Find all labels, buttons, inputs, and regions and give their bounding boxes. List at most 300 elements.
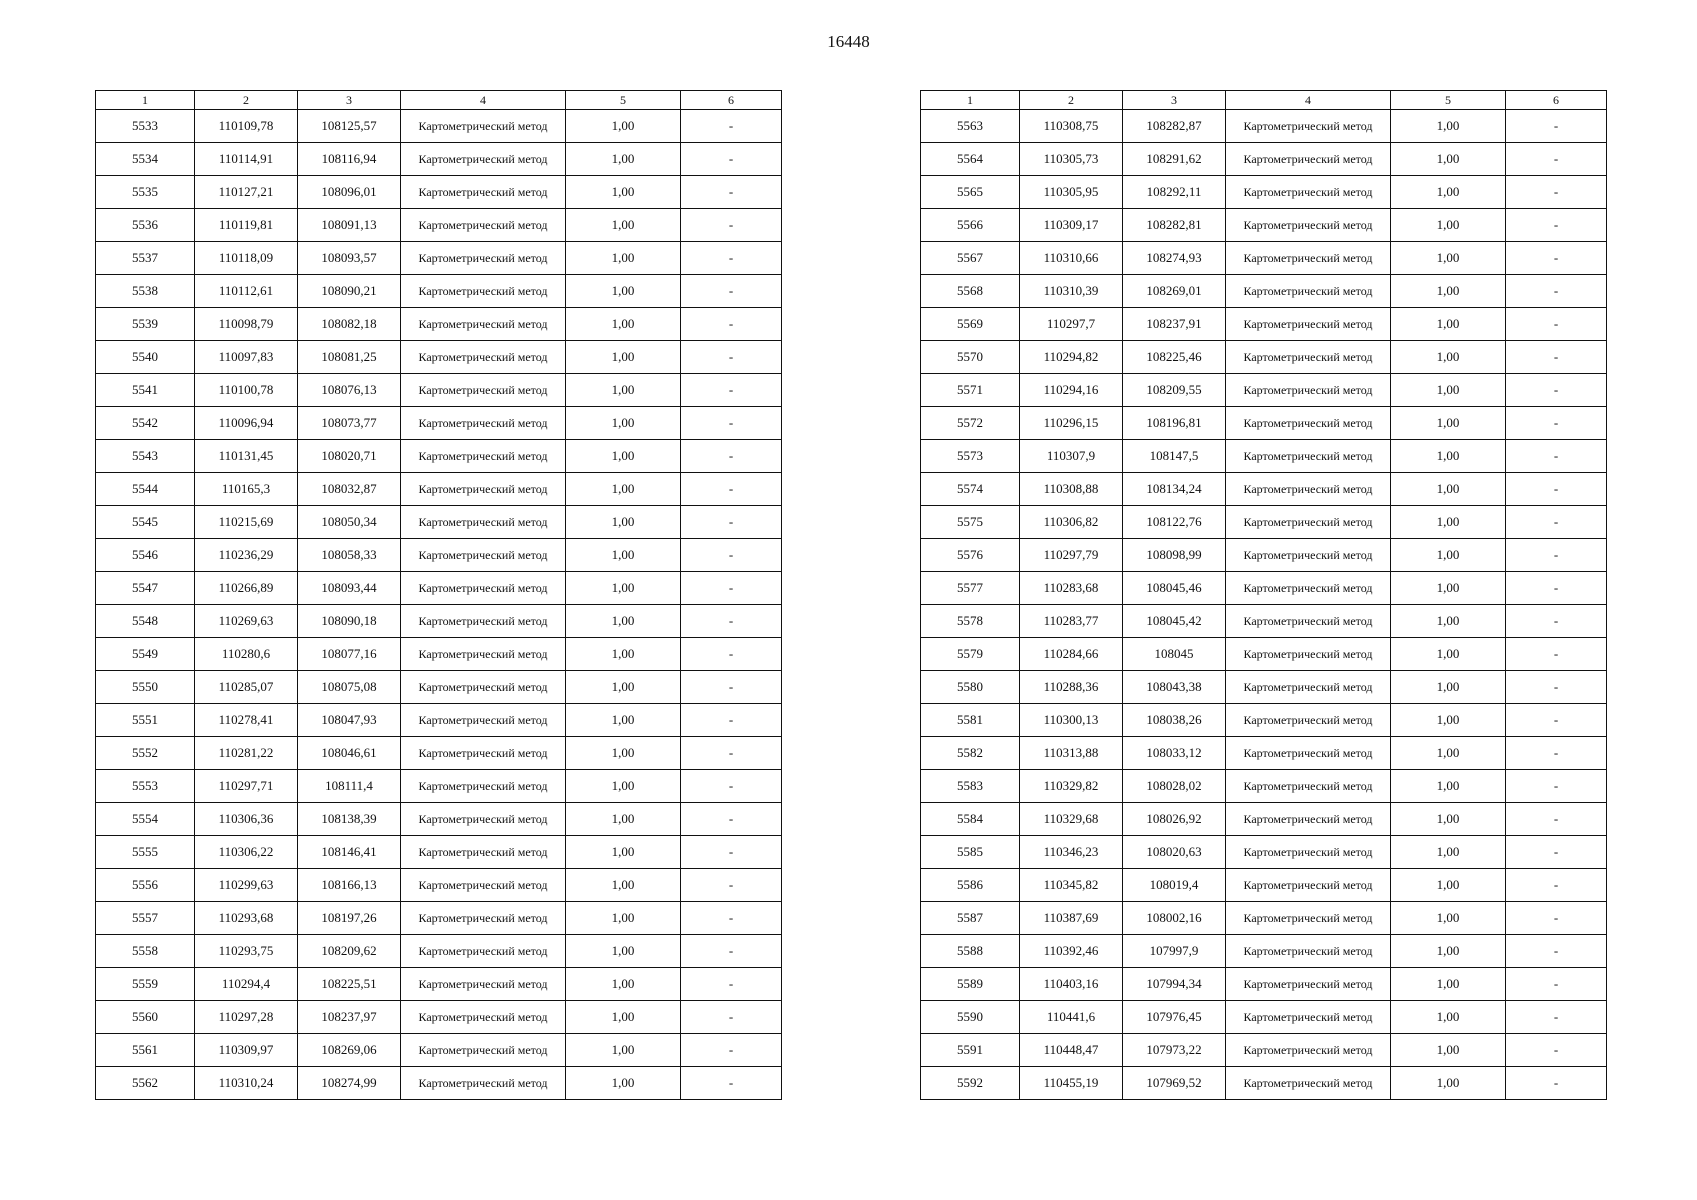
x-coordinate-cell: 110455,19 xyxy=(1020,1067,1123,1100)
point-number-cell: 5545 xyxy=(96,506,195,539)
table-row xyxy=(96,176,782,209)
accuracy-cell: 1,00 xyxy=(1391,110,1506,143)
y-coordinate-cell: 108209,62 xyxy=(298,935,401,968)
table-row xyxy=(96,671,782,704)
point-number-cell: 5583 xyxy=(921,770,1020,803)
method-cell: Картометрический метод xyxy=(1226,110,1391,143)
point-number-cell: 5566 xyxy=(921,209,1020,242)
note-cell: - xyxy=(681,176,782,209)
note-cell: - xyxy=(1506,1034,1607,1067)
accuracy-cell: 1,00 xyxy=(1391,539,1506,572)
accuracy-cell: 1,00 xyxy=(1391,407,1506,440)
note-cell: - xyxy=(681,143,782,176)
table-row xyxy=(921,473,1607,506)
note-cell: - xyxy=(1506,737,1607,770)
table-row xyxy=(921,638,1607,671)
y-coordinate-cell: 108269,01 xyxy=(1123,275,1226,308)
x-coordinate-cell: 110165,3 xyxy=(195,473,298,506)
method-cell: Картометрический метод xyxy=(401,176,566,209)
y-coordinate-cell: 108116,94 xyxy=(298,143,401,176)
y-coordinate-cell: 108090,18 xyxy=(298,605,401,638)
method-cell: Картометрический метод xyxy=(401,704,566,737)
point-number-cell: 5584 xyxy=(921,803,1020,836)
point-number-cell: 5555 xyxy=(96,836,195,869)
accuracy-cell: 1,00 xyxy=(1391,572,1506,605)
note-cell: - xyxy=(1506,671,1607,704)
note-cell: - xyxy=(681,1067,782,1100)
table-row xyxy=(921,440,1607,473)
method-cell: Картометрический метод xyxy=(401,110,566,143)
table-row xyxy=(96,1001,782,1034)
x-coordinate-cell: 110294,16 xyxy=(1020,374,1123,407)
method-cell: Картометрический метод xyxy=(1226,1001,1391,1034)
note-cell: - xyxy=(1506,506,1607,539)
method-cell: Картометрический метод xyxy=(401,374,566,407)
note-cell: - xyxy=(681,869,782,902)
y-coordinate-cell: 108091,13 xyxy=(298,209,401,242)
note-cell: - xyxy=(681,374,782,407)
note-cell: - xyxy=(1506,473,1607,506)
note-cell: - xyxy=(681,275,782,308)
x-coordinate-cell: 110309,17 xyxy=(1020,209,1123,242)
method-cell: Картометрический метод xyxy=(1226,770,1391,803)
accuracy-cell: 1,00 xyxy=(566,605,681,638)
y-coordinate-cell: 108209,55 xyxy=(1123,374,1226,407)
method-cell: Картометрический метод xyxy=(401,275,566,308)
table-row xyxy=(96,803,782,836)
x-coordinate-cell: 110100,78 xyxy=(195,374,298,407)
y-coordinate-cell: 108274,99 xyxy=(298,1067,401,1100)
y-coordinate-cell: 108046,61 xyxy=(298,737,401,770)
note-cell: - xyxy=(1506,968,1607,1001)
x-coordinate-cell: 110297,71 xyxy=(195,770,298,803)
y-coordinate-cell: 108081,25 xyxy=(298,341,401,374)
note-cell: - xyxy=(681,1034,782,1067)
column-header: 4 xyxy=(401,91,566,110)
y-coordinate-cell: 108134,24 xyxy=(1123,473,1226,506)
point-number-cell: 5573 xyxy=(921,440,1020,473)
note-cell: - xyxy=(1506,440,1607,473)
y-coordinate-cell: 108147,5 xyxy=(1123,440,1226,473)
method-cell: Картометрический метод xyxy=(1226,1067,1391,1100)
y-coordinate-cell: 108026,92 xyxy=(1123,803,1226,836)
x-coordinate-cell: 110280,6 xyxy=(195,638,298,671)
x-coordinate-cell: 110309,97 xyxy=(195,1034,298,1067)
note-cell: - xyxy=(1506,572,1607,605)
accuracy-cell: 1,00 xyxy=(566,968,681,1001)
method-cell: Картометрический метод xyxy=(1226,704,1391,737)
method-cell: Картометрический метод xyxy=(401,572,566,605)
y-coordinate-cell: 107994,34 xyxy=(1123,968,1226,1001)
table-row xyxy=(921,572,1607,605)
table-row xyxy=(921,242,1607,275)
y-coordinate-cell: 108075,08 xyxy=(298,671,401,704)
x-coordinate-cell: 110310,39 xyxy=(1020,275,1123,308)
point-number-cell: 5567 xyxy=(921,242,1020,275)
y-coordinate-cell: 107973,22 xyxy=(1123,1034,1226,1067)
table-row xyxy=(96,341,782,374)
x-coordinate-cell: 110308,75 xyxy=(1020,110,1123,143)
accuracy-cell: 1,00 xyxy=(1391,506,1506,539)
point-number-cell: 5548 xyxy=(96,605,195,638)
table-row xyxy=(921,176,1607,209)
accuracy-cell: 1,00 xyxy=(1391,209,1506,242)
y-coordinate-cell: 108043,38 xyxy=(1123,671,1226,704)
point-number-cell: 5542 xyxy=(96,407,195,440)
method-cell: Картометрический метод xyxy=(401,770,566,803)
y-coordinate-cell: 108002,16 xyxy=(1123,902,1226,935)
accuracy-cell: 1,00 xyxy=(1391,836,1506,869)
y-coordinate-cell: 108058,33 xyxy=(298,539,401,572)
column-header: 1 xyxy=(921,91,1020,110)
point-number-cell: 5537 xyxy=(96,242,195,275)
point-number-cell: 5560 xyxy=(96,1001,195,1034)
x-coordinate-cell: 110387,69 xyxy=(1020,902,1123,935)
column-header: 2 xyxy=(195,91,298,110)
point-number-cell: 5574 xyxy=(921,473,1020,506)
y-coordinate-cell: 108166,13 xyxy=(298,869,401,902)
column-header: 5 xyxy=(566,91,681,110)
note-cell: - xyxy=(681,638,782,671)
x-coordinate-cell: 110297,7 xyxy=(1020,308,1123,341)
table-row xyxy=(96,242,782,275)
x-coordinate-cell: 110310,66 xyxy=(1020,242,1123,275)
y-coordinate-cell: 107997,9 xyxy=(1123,935,1226,968)
point-number-cell: 5544 xyxy=(96,473,195,506)
x-coordinate-cell: 110297,79 xyxy=(1020,539,1123,572)
note-cell: - xyxy=(1506,869,1607,902)
accuracy-cell: 1,00 xyxy=(566,836,681,869)
x-coordinate-cell: 110294,4 xyxy=(195,968,298,1001)
x-coordinate-cell: 110306,36 xyxy=(195,803,298,836)
method-cell: Картометрический метод xyxy=(1226,176,1391,209)
method-cell: Картометрический метод xyxy=(1226,275,1391,308)
table-row xyxy=(921,737,1607,770)
accuracy-cell: 1,00 xyxy=(1391,341,1506,374)
table-row xyxy=(96,836,782,869)
method-cell: Картометрический метод xyxy=(401,803,566,836)
accuracy-cell: 1,00 xyxy=(566,737,681,770)
x-coordinate-cell: 110308,88 xyxy=(1020,473,1123,506)
note-cell: - xyxy=(681,407,782,440)
column-header: 3 xyxy=(1123,91,1226,110)
method-cell: Картометрический метод xyxy=(401,407,566,440)
note-cell: - xyxy=(1506,275,1607,308)
point-number-cell: 5552 xyxy=(96,737,195,770)
table-row xyxy=(96,935,782,968)
x-coordinate-cell: 110215,69 xyxy=(195,506,298,539)
accuracy-cell: 1,00 xyxy=(566,572,681,605)
accuracy-cell: 1,00 xyxy=(566,143,681,176)
x-coordinate-cell: 110441,6 xyxy=(1020,1001,1123,1034)
method-cell: Картометрический метод xyxy=(1226,572,1391,605)
column-header: 3 xyxy=(298,91,401,110)
point-number-cell: 5559 xyxy=(96,968,195,1001)
method-cell: Картометрический метод xyxy=(1226,341,1391,374)
point-number-cell: 5591 xyxy=(921,1034,1020,1067)
note-cell: - xyxy=(1506,704,1607,737)
point-number-cell: 5585 xyxy=(921,836,1020,869)
x-coordinate-cell: 110296,15 xyxy=(1020,407,1123,440)
y-coordinate-cell: 108045,42 xyxy=(1123,605,1226,638)
accuracy-cell: 1,00 xyxy=(1391,638,1506,671)
table-row xyxy=(921,605,1607,638)
note-cell: - xyxy=(1506,1067,1607,1100)
point-number-cell: 5540 xyxy=(96,341,195,374)
x-coordinate-cell: 110297,28 xyxy=(195,1001,298,1034)
method-cell: Картометрический метод xyxy=(1226,308,1391,341)
method-cell: Картометрический метод xyxy=(1226,902,1391,935)
point-number-cell: 5564 xyxy=(921,143,1020,176)
x-coordinate-cell: 110119,81 xyxy=(195,209,298,242)
accuracy-cell: 1,00 xyxy=(1391,671,1506,704)
note-cell: - xyxy=(1506,803,1607,836)
point-number-cell: 5535 xyxy=(96,176,195,209)
table-row xyxy=(96,506,782,539)
point-number-cell: 5557 xyxy=(96,902,195,935)
accuracy-cell: 1,00 xyxy=(566,110,681,143)
method-cell: Картометрический метод xyxy=(401,1001,566,1034)
table-row xyxy=(96,110,782,143)
table-row xyxy=(921,1034,1607,1067)
point-number-cell: 5556 xyxy=(96,869,195,902)
table-row xyxy=(96,473,782,506)
point-number-cell: 5551 xyxy=(96,704,195,737)
y-coordinate-cell: 108098,99 xyxy=(1123,539,1226,572)
table-row xyxy=(96,308,782,341)
y-coordinate-cell: 108197,26 xyxy=(298,902,401,935)
y-coordinate-cell: 108019,4 xyxy=(1123,869,1226,902)
note-cell: - xyxy=(1506,407,1607,440)
y-coordinate-cell: 108082,18 xyxy=(298,308,401,341)
column-header: 5 xyxy=(1391,91,1506,110)
method-cell: Картометрический метод xyxy=(1226,1034,1391,1067)
x-coordinate-cell: 110098,79 xyxy=(195,308,298,341)
column-header: 4 xyxy=(1226,91,1391,110)
method-cell: Картометрический метод xyxy=(1226,836,1391,869)
table-row xyxy=(96,143,782,176)
y-coordinate-cell: 107976,45 xyxy=(1123,1001,1226,1034)
x-coordinate-cell: 110299,63 xyxy=(195,869,298,902)
point-number-cell: 5563 xyxy=(921,110,1020,143)
accuracy-cell: 1,00 xyxy=(566,902,681,935)
method-cell: Картометрический метод xyxy=(1226,440,1391,473)
x-coordinate-cell: 110284,66 xyxy=(1020,638,1123,671)
point-number-cell: 5575 xyxy=(921,506,1020,539)
x-coordinate-cell: 110448,47 xyxy=(1020,1034,1123,1067)
x-coordinate-cell: 110236,29 xyxy=(195,539,298,572)
accuracy-cell: 1,00 xyxy=(566,1067,681,1100)
table-row xyxy=(921,671,1607,704)
table-row xyxy=(921,704,1607,737)
y-coordinate-cell: 108020,71 xyxy=(298,440,401,473)
note-cell: - xyxy=(681,704,782,737)
accuracy-cell: 1,00 xyxy=(566,1001,681,1034)
x-coordinate-cell: 110112,61 xyxy=(195,275,298,308)
x-coordinate-cell: 110288,36 xyxy=(1020,671,1123,704)
accuracy-cell: 1,00 xyxy=(1391,374,1506,407)
table-row xyxy=(96,770,782,803)
y-coordinate-cell: 108291,62 xyxy=(1123,143,1226,176)
table-row xyxy=(921,803,1607,836)
method-cell: Картометрический метод xyxy=(1226,638,1391,671)
point-number-cell: 5569 xyxy=(921,308,1020,341)
x-coordinate-cell: 110346,23 xyxy=(1020,836,1123,869)
accuracy-cell: 1,00 xyxy=(566,308,681,341)
accuracy-cell: 1,00 xyxy=(1391,803,1506,836)
table-header-row xyxy=(96,91,782,110)
accuracy-cell: 1,00 xyxy=(566,341,681,374)
x-coordinate-cell: 110097,83 xyxy=(195,341,298,374)
y-coordinate-cell: 108032,87 xyxy=(298,473,401,506)
method-cell: Картометрический метод xyxy=(1226,539,1391,572)
y-coordinate-cell: 108050,34 xyxy=(298,506,401,539)
accuracy-cell: 1,00 xyxy=(1391,242,1506,275)
table-row xyxy=(921,374,1607,407)
table-header-row xyxy=(921,91,1607,110)
method-cell: Картометрический метод xyxy=(401,836,566,869)
note-cell: - xyxy=(1506,209,1607,242)
method-cell: Картометрический метод xyxy=(1226,242,1391,275)
column-header: 2 xyxy=(1020,91,1123,110)
note-cell: - xyxy=(681,836,782,869)
y-coordinate-cell: 108045 xyxy=(1123,638,1226,671)
accuracy-cell: 1,00 xyxy=(566,506,681,539)
note-cell: - xyxy=(681,737,782,770)
point-number-cell: 5576 xyxy=(921,539,1020,572)
accuracy-cell: 1,00 xyxy=(1391,968,1506,1001)
accuracy-cell: 1,00 xyxy=(566,671,681,704)
accuracy-cell: 1,00 xyxy=(1391,1067,1506,1100)
method-cell: Картометрический метод xyxy=(401,869,566,902)
table-row xyxy=(921,275,1607,308)
accuracy-cell: 1,00 xyxy=(1391,143,1506,176)
coordinates-table-right xyxy=(920,90,1607,1100)
y-coordinate-cell: 108093,57 xyxy=(298,242,401,275)
x-coordinate-cell: 110293,75 xyxy=(195,935,298,968)
note-cell: - xyxy=(1506,176,1607,209)
accuracy-cell: 1,00 xyxy=(1391,902,1506,935)
method-cell: Картометрический метод xyxy=(1226,473,1391,506)
note-cell: - xyxy=(681,242,782,275)
point-number-cell: 5578 xyxy=(921,605,1020,638)
x-coordinate-cell: 110127,21 xyxy=(195,176,298,209)
table-row xyxy=(96,1067,782,1100)
point-number-cell: 5582 xyxy=(921,737,1020,770)
table-row xyxy=(921,935,1607,968)
accuracy-cell: 1,00 xyxy=(1391,308,1506,341)
note-cell: - xyxy=(1506,242,1607,275)
y-coordinate-cell: 108077,16 xyxy=(298,638,401,671)
note-cell: - xyxy=(1506,836,1607,869)
method-cell: Картометрический метод xyxy=(401,539,566,572)
point-number-cell: 5549 xyxy=(96,638,195,671)
y-coordinate-cell: 108038,26 xyxy=(1123,704,1226,737)
y-coordinate-cell: 108093,44 xyxy=(298,572,401,605)
note-cell: - xyxy=(681,1001,782,1034)
y-coordinate-cell: 108225,46 xyxy=(1123,341,1226,374)
accuracy-cell: 1,00 xyxy=(1391,704,1506,737)
table-row xyxy=(921,143,1607,176)
y-coordinate-cell: 108237,91 xyxy=(1123,308,1226,341)
y-coordinate-cell: 108225,51 xyxy=(298,968,401,1001)
accuracy-cell: 1,00 xyxy=(566,275,681,308)
table-row xyxy=(921,869,1607,902)
x-coordinate-cell: 110285,07 xyxy=(195,671,298,704)
method-cell: Картометрический метод xyxy=(1226,605,1391,638)
table-row xyxy=(96,374,782,407)
coordinates-table-left xyxy=(95,90,782,1100)
method-cell: Картометрический метод xyxy=(401,638,566,671)
accuracy-cell: 1,00 xyxy=(1391,869,1506,902)
point-number-cell: 5533 xyxy=(96,110,195,143)
point-number-cell: 5586 xyxy=(921,869,1020,902)
table-row xyxy=(96,869,782,902)
table-row xyxy=(921,506,1607,539)
y-coordinate-cell: 108282,81 xyxy=(1123,209,1226,242)
x-coordinate-cell: 110306,82 xyxy=(1020,506,1123,539)
note-cell: - xyxy=(1506,935,1607,968)
accuracy-cell: 1,00 xyxy=(566,869,681,902)
y-coordinate-cell: 107969,52 xyxy=(1123,1067,1226,1100)
column-header: 6 xyxy=(1506,91,1607,110)
x-coordinate-cell: 110269,63 xyxy=(195,605,298,638)
y-coordinate-cell: 108237,97 xyxy=(298,1001,401,1034)
x-coordinate-cell: 110118,09 xyxy=(195,242,298,275)
method-cell: Картометрический метод xyxy=(1226,671,1391,704)
method-cell: Картометрический метод xyxy=(1226,374,1391,407)
accuracy-cell: 1,00 xyxy=(566,374,681,407)
x-coordinate-cell: 110283,77 xyxy=(1020,605,1123,638)
x-coordinate-cell: 110293,68 xyxy=(195,902,298,935)
y-coordinate-cell: 108292,11 xyxy=(1123,176,1226,209)
y-coordinate-cell: 108111,4 xyxy=(298,770,401,803)
y-coordinate-cell: 108125,57 xyxy=(298,110,401,143)
table-row xyxy=(96,968,782,1001)
note-cell: - xyxy=(681,341,782,374)
table-row xyxy=(96,275,782,308)
point-number-cell: 5568 xyxy=(921,275,1020,308)
point-number-cell: 5590 xyxy=(921,1001,1020,1034)
accuracy-cell: 1,00 xyxy=(566,242,681,275)
y-coordinate-cell: 108269,06 xyxy=(298,1034,401,1067)
method-cell: Картометрический метод xyxy=(401,506,566,539)
x-coordinate-cell: 110305,73 xyxy=(1020,143,1123,176)
table-row xyxy=(96,902,782,935)
table-row xyxy=(96,638,782,671)
accuracy-cell: 1,00 xyxy=(1391,473,1506,506)
table-row xyxy=(96,704,782,737)
page-number: 16448 xyxy=(827,32,870,51)
method-cell: Картометрический метод xyxy=(401,1067,566,1100)
x-coordinate-cell: 110403,16 xyxy=(1020,968,1123,1001)
y-coordinate-cell: 108196,81 xyxy=(1123,407,1226,440)
accuracy-cell: 1,00 xyxy=(566,407,681,440)
accuracy-cell: 1,00 xyxy=(566,539,681,572)
accuracy-cell: 1,00 xyxy=(1391,275,1506,308)
note-cell: - xyxy=(681,473,782,506)
point-number-cell: 5577 xyxy=(921,572,1020,605)
x-coordinate-cell: 110294,82 xyxy=(1020,341,1123,374)
method-cell: Картометрический метод xyxy=(401,440,566,473)
note-cell: - xyxy=(681,935,782,968)
x-coordinate-cell: 110329,82 xyxy=(1020,770,1123,803)
x-coordinate-cell: 110266,89 xyxy=(195,572,298,605)
note-cell: - xyxy=(681,440,782,473)
method-cell: Картометрический метод xyxy=(1226,209,1391,242)
point-number-cell: 5538 xyxy=(96,275,195,308)
accuracy-cell: 1,00 xyxy=(566,638,681,671)
